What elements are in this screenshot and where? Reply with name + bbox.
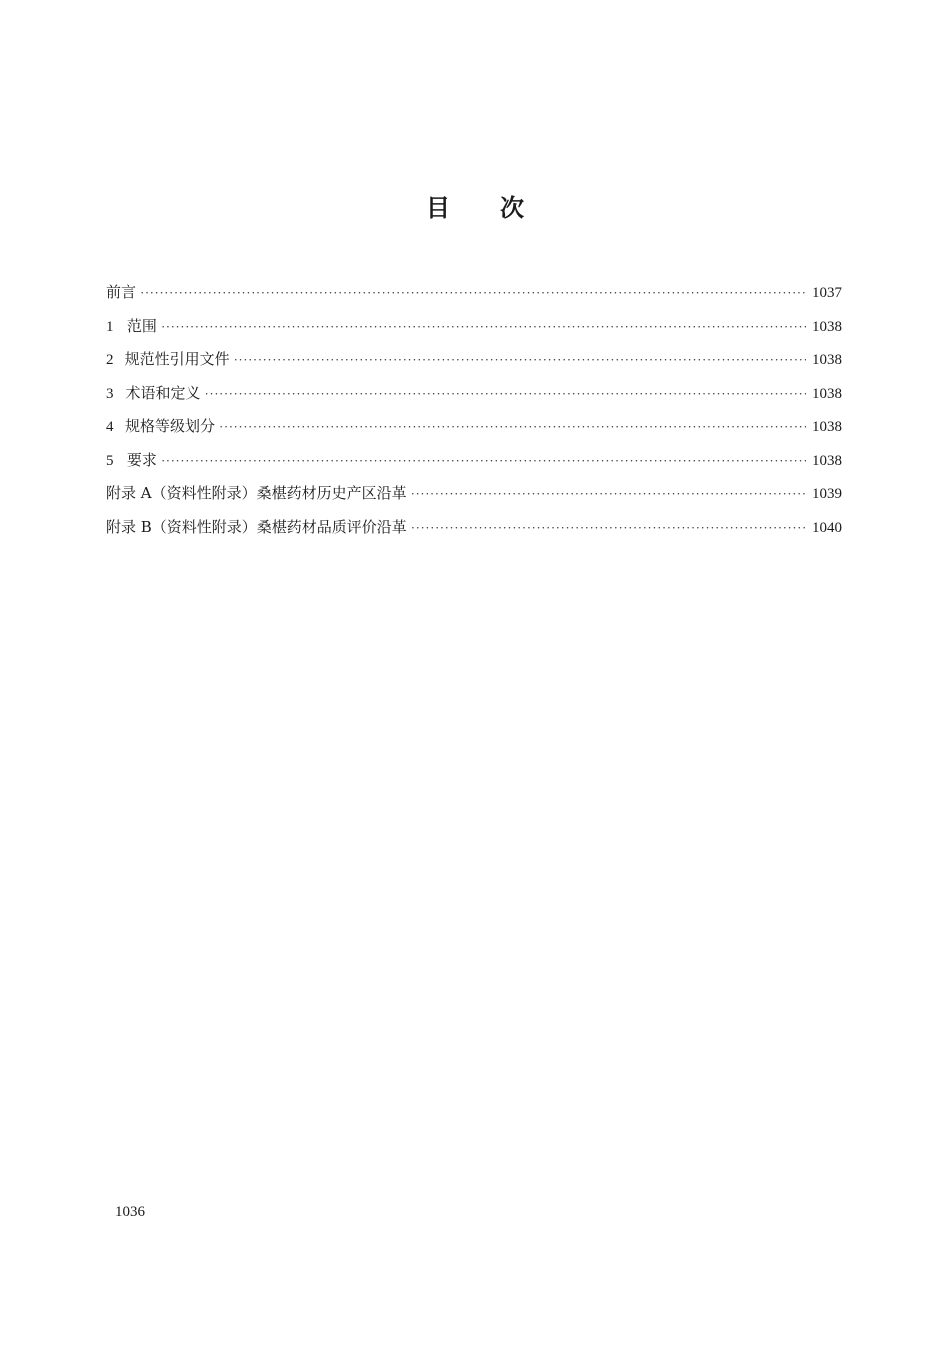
toc-entry-title: 规格等级划分	[125, 417, 216, 435]
toc-entry-normative-references[interactable]	[106, 347, 842, 381]
toc-entry-page: 1038	[812, 318, 842, 335]
toc-dot-leader	[161, 449, 806, 473]
toc-dot-leader	[219, 415, 806, 439]
page-title	[0, 193, 950, 223]
toc-entry-title: 要求	[126, 450, 157, 469]
toc-entry-page: 1038	[812, 352, 842, 368]
toc-entry-page: 1038	[812, 419, 842, 435]
toc-entry-page: 1038	[812, 452, 842, 469]
table-of-contents	[106, 280, 842, 548]
toc-entry-grade-classification[interactable]	[106, 414, 842, 448]
toc-entry-title: 前言	[106, 283, 137, 301]
toc-entry-page: 1038	[812, 385, 842, 402]
toc-entry-appendix-b[interactable]	[106, 515, 842, 549]
toc-dot-leader	[234, 348, 806, 372]
toc-dot-leader	[205, 382, 806, 406]
title-char-1: 目	[426, 194, 450, 222]
toc-entry-terms-definitions[interactable]	[106, 381, 842, 415]
toc-entry-page: 1040	[812, 519, 842, 536]
toc-entry-number: 2	[106, 352, 114, 368]
toc-dot-leader	[411, 482, 806, 506]
toc-entry-title: 附录 A（资料性附录）桑椹药材历史产区沿革	[106, 484, 407, 502]
page-number: 1036	[115, 1204, 145, 1220]
toc-entry-page: 1039	[812, 486, 842, 502]
toc-entry-title: 附录 B（资料性附录）桑椹药材品质评价沿革	[106, 517, 407, 536]
toc-dot-leader	[411, 516, 806, 540]
toc-entry-foreword[interactable]	[106, 280, 842, 314]
toc-entry-appendix-a[interactable]	[106, 481, 842, 515]
toc-entry-number: 1	[106, 318, 114, 335]
toc-entry-requirements[interactable]	[106, 448, 842, 482]
toc-entry-title: 术语和定义	[125, 383, 201, 402]
toc-entry-number: 3	[106, 385, 114, 402]
toc-entry-scope[interactable]	[106, 314, 842, 348]
toc-entry-page: 1037	[812, 285, 842, 301]
toc-entry-number: 5	[106, 452, 114, 469]
toc-entry-number: 4	[106, 419, 114, 435]
toc-entry-title: 范围	[126, 316, 157, 335]
toc-dot-leader	[140, 281, 806, 305]
toc-dot-leader	[161, 315, 806, 339]
toc-entry-title: 规范性引用文件	[124, 350, 230, 368]
title-char-2: 次	[500, 194, 524, 222]
